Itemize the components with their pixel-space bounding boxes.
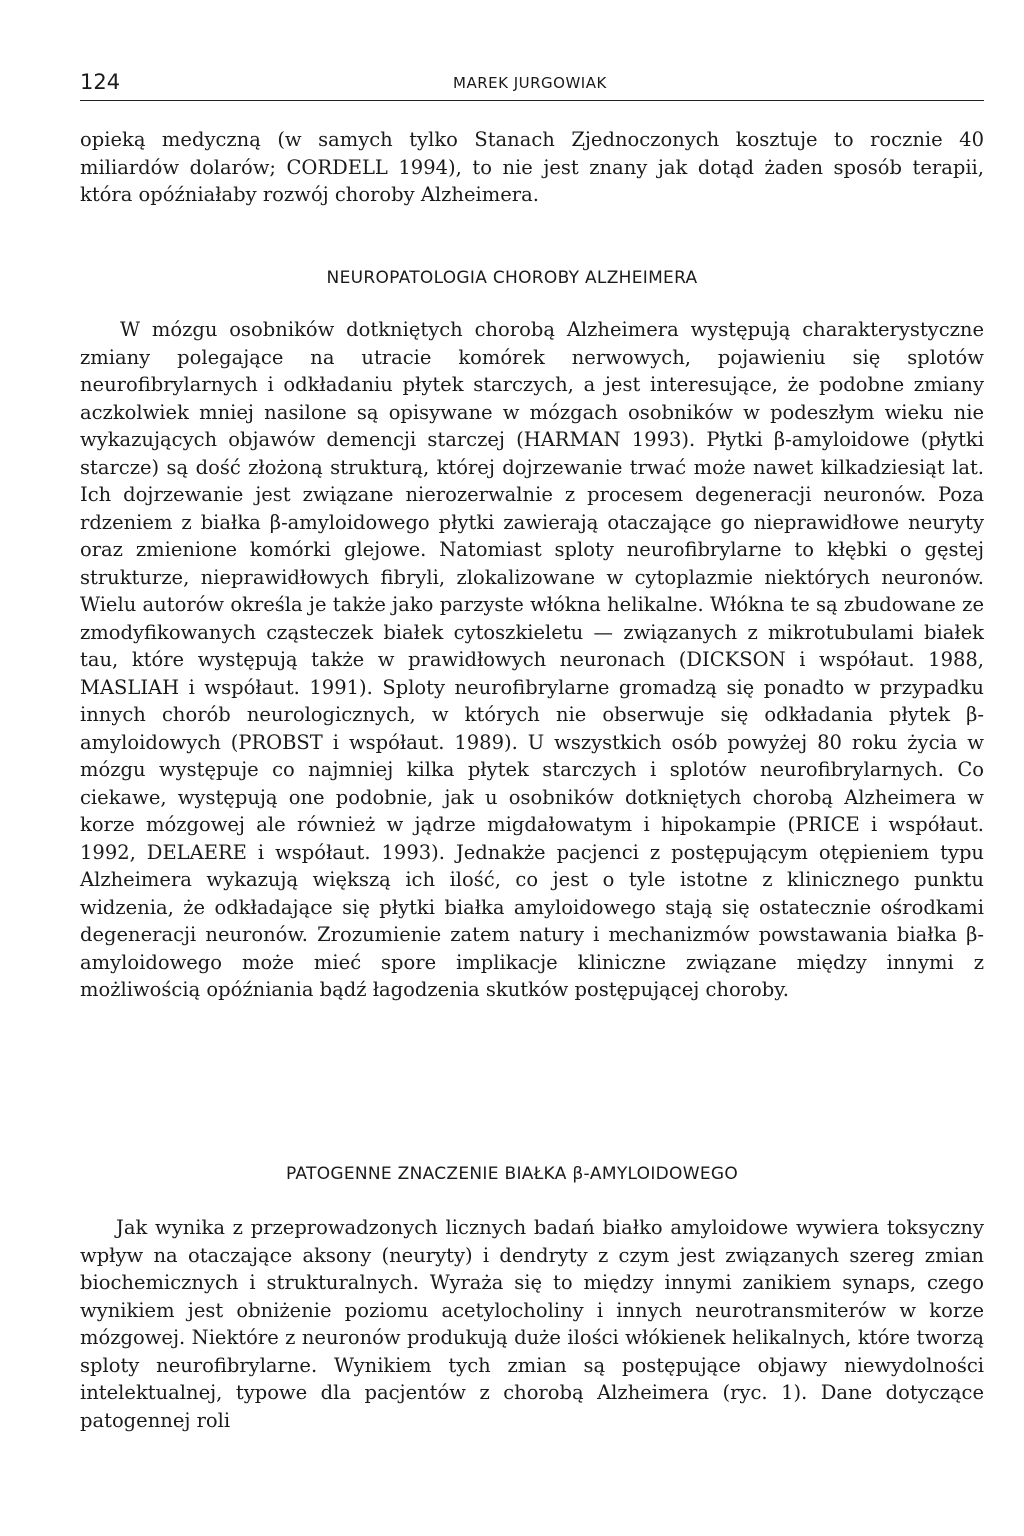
- paragraph-neuropatologia: W mózgu osobników dotkniętych chorobą Alzheimera występują charakterystyczne zmiany polegające na utracie komórek nerwowych, pojawieniu się splotów neurofibrylarnych i odkładaniu płytek starczych, a jest interesujące, że podobne zmiany aczkolwiek mniej nasilone są opisywane w mózgach osobników w podeszłym wieku nie wykazujących objawów demencji starczej (HARMAN 1993). Płytki β-amyloidowe (płytki starcze) są dość złożoną strukturą, której dojrzewanie trwać może nawet kilkadziesiąt lat. Ich dojrzewanie jest związane nierozerwalnie z procesem degeneracji neuronów. Poza rdzeniem z białka β-amyloidowego płytki zawierają otaczające go nieprawidłowe neuryty oraz zmienione komórki glejowe. Natomiast sploty neurofibrylarne to kłębki o gęstej strukturze, nieprawidłowych fibryli, zlokalizowane w cytoplazmie niektórych neuronów. Wielu autorów określa je także jako parzyste włókna helikalne. Włókna te są zbudowane ze zmodyfikowanych cząsteczek białek cytoszkieletu — związanych z mikrotubulami białek tau, które występują także w prawidłowych neuronach (DICKSON i współaut. 1988, MASLIAH i współaut. 1991). Sploty neurofibrylarne gromadzą się ponadto w przypadku innych chorób neurologicznych, w których nie obserwuje się odkładania płytek β-amyloidowych (PROBST i współaut. 1989). U wszystkich osób powyżej 80 roku życia w mózgu występuje co najmniej kilka płytek starczych i splotów neurofibrylarnych. Co ciekawe, występują one podobnie, jak u osobników dotkniętych chorobą Alzheimera w korze mózgowej ale również w jądrze migdałowatym i hipokampie (PRICE i współaut. 1992, DELAERE i współaut. 1993). Jednakże pacjenci z postępującym otępieniem typu Alzheimera wykazują większą ich ilość, co jest o tyle istotne z klinicznego punktu widzenia, że odkładające się płytki białka amyloidowego stają się ostatecznie ośrodkami degeneracji neuronów. Zrozumienie zatem natury i mechanizmów powstawania białka β-amyloidowego może mieć spore implikacje kliniczne związane między innymi z możliwością opóźniania bądź łagodzenia skutków postępującej choroby.: [80, 318, 984, 1001]
- section-heading-patogenne: PATOGENNE ZNACZENIE BIAŁKA β-AMYLOIDOWEGO: [285, 1164, 739, 1184]
- running-head-author: MAREK JURGOWIAK: [453, 74, 607, 92]
- section-heading-neuropatologia: NEUROPATOLOGIA CHOROBY ALZHEIMERA: [326, 268, 698, 288]
- paragraph-patogenne: Jak wynika z przeprowadzonych licznych badań białko amyloidowe wywiera toksyczny wpływ na otaczające aksony (neuryty) i dendryty z czym jest związanych szereg zmian biochemicznych i strukturalnych. Wyraża się to między innymi zanikiem synaps, czego wynikiem jest obniżenie poziomu acetylocholiny i innych neurotransmiterów w korze mózgowej. Niektóre z neuronów produkują duże ilości włókienek helikalnych, które tworzą sploty neurofibrylarne. Wynikiem tych zmian są postępujące objawy niewydolności intelektualnej, typowe dla pacjentów z chorobą Alzheimera (ryc. 1). Dane dotyczące patogennej roli: [80, 1216, 984, 1432]
- intro-paragraph: opieką medyczną (w samych tylko Stanach Zjednoczonych kosztuje to rocznie 40 miliardów dolarów; CORDELL 1994), to nie jest znany jak dotąd żaden sposób terapii, która opóźniałaby rozwój choroby Alzheimera.: [80, 128, 984, 206]
- running-header: [80, 70, 984, 101]
- page-number: 124: [80, 70, 121, 94]
